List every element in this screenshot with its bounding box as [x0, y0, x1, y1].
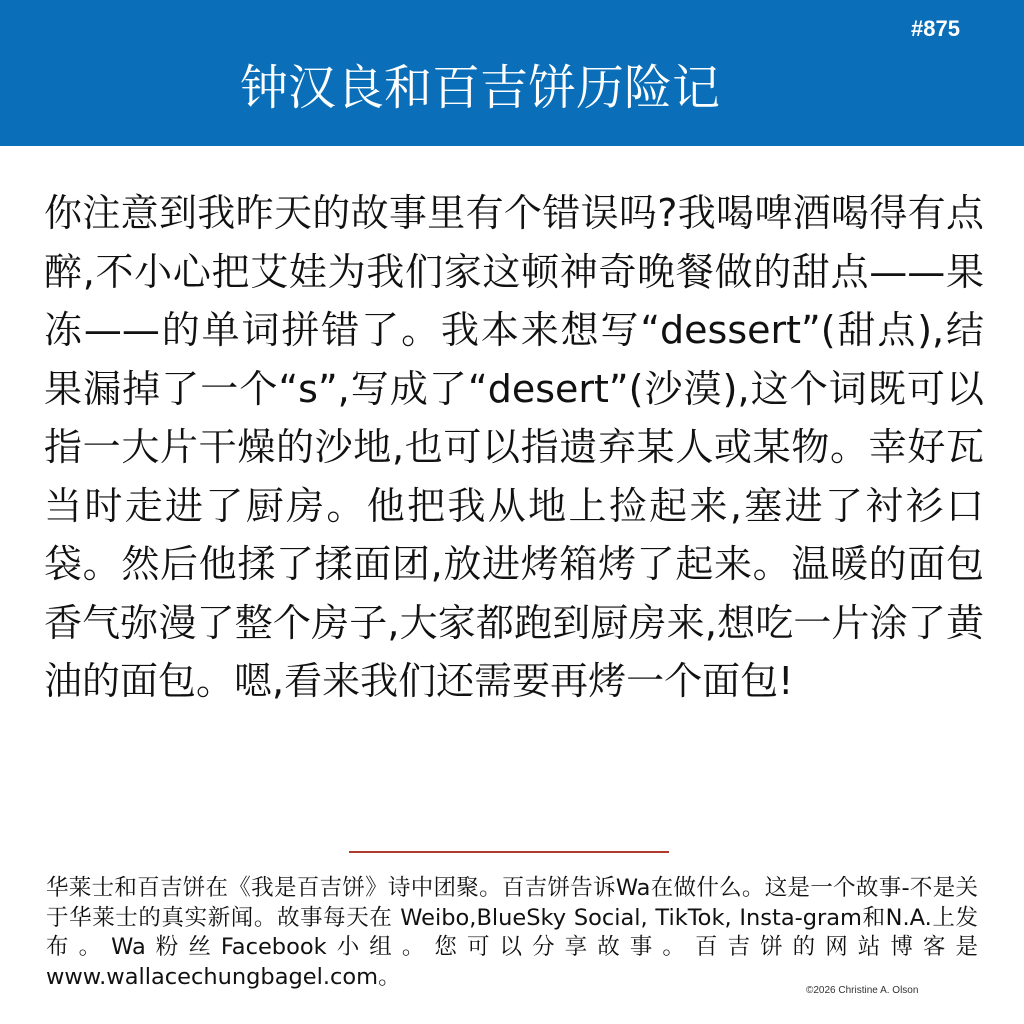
copyright-text: ©2026 Christine A. Olson — [806, 985, 919, 996]
issue-number: #875 — [911, 16, 960, 41]
header-banner — [0, 0, 1024, 146]
story-text: 你注意到我昨天的故事里有个错误吗?我喝啤酒喝得有点醉,不小心把艾娃为我们家这顿神奇晚餐做的甜点——果冻——的单词拼错了。我本来想写“dessert”(甜点),结果漏掉了一个“s”,写成了“desert”(沙漠),这个词既可以指一大片干燥的沙地,也可以指遗弃某人或某物。幸好瓦当时走进了厨房。他把我从地上捡起来,塞进了衬衫口袋。然后他揉了揉面团,放进烤箱烤了起来。温暖的面包香气弥漫了整个房子,大家都跑到厨房来,想吃一片涂了黄油的面包。嗯,看来我们还需要再烤一个面包! — [44, 191, 984, 703]
footer-text: 华莱士和百吉饼在《我是百吉饼》诗中团聚。百吉饼告诉Wa在做什么。这是一个故事-不是关于华莱士的真实新闻。故事每天在 Weibo,BlueSky Social, TikTok, Insta-gram和N.A.上发布。Wa粉丝Facebook小组。您可以分享故事。百吉饼的网站博客是www.wallacechungbagel.com。 — [46, 875, 978, 990]
page-title: 钟汉良和百吉饼历险记 — [239, 60, 720, 116]
divider — [349, 851, 669, 853]
